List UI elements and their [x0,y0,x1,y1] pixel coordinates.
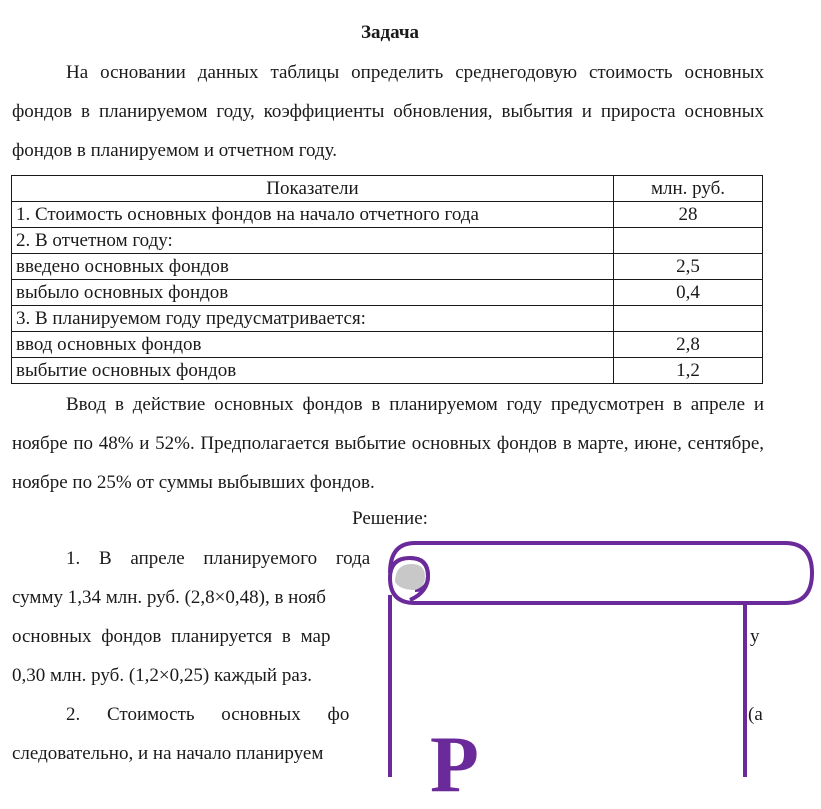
intro-paragraph: На основании данных таблицы определить среднегодовую стоимость основных фондов в планируемом году, коэффициенты обновления, выбытия и прироста основных фондов в планируемом и отчетном году. [12,62,764,161]
row-value: 2,5 [614,254,763,280]
data-table [11,175,763,384]
row-value: 28 [614,202,763,228]
table-row [12,332,763,358]
table-row [12,306,763,332]
row-label: 1. Стоимость основных фондов на начало отчетного года [12,202,614,228]
scroll-letter: Р [430,721,479,809]
row-value [614,228,763,254]
conditions-paragraph: Ввод в действие основных фондов в планируемом году предусмотрен в апреле и ноябре по 48% и 52%. Предполагается выбытие основных фондов в марте, июне, сентябре, ноябре по 25% от суммы выбывших фондов. [12,394,764,493]
solution-p1-line3: основных фондов планируется в мар [12,626,331,647]
row-label: 3. В планируемом году предусматривается: [12,306,614,332]
table-row [12,254,763,280]
header-units: млн. руб. [614,176,763,202]
solution-heading: Решение: [352,508,428,529]
solution-p1-line1: 1. В апреле планируемого года [66,548,371,569]
header-indicators: Показатели [12,176,614,202]
row-label: выбытие основных фондов [12,358,614,384]
row-label: 2. В отчетном году: [12,228,614,254]
solution-p2-line1: 2. Стоимость основных фо [66,704,350,725]
solution-p1-line4: 0,30 млн. руб. (1,2×0,25) каждый раз. [12,665,313,686]
document-title: Задача [360,22,420,43]
table-row [12,358,763,384]
row-value [614,306,763,332]
row-value: 2,8 [614,332,763,358]
row-label: выбыло основных фондов [12,280,614,306]
row-label: ввод основных фондов [12,332,614,358]
scroll-banner-overlay [380,540,821,809]
solution-p2-line1-tail: (а [748,704,763,725]
row-label: введено основных фондов [12,254,614,280]
table-row [12,280,763,306]
table-row [12,202,763,228]
solution-p2-line2: следовательно, и на начало планируем [12,743,324,764]
row-value: 0,4 [614,280,763,306]
solution-p1-line3-tail: у [750,626,760,647]
scroll-top-roll [390,543,812,603]
table-header-row [12,176,763,202]
row-value: 1,2 [614,358,763,384]
solution-p1-line2: сумму 1,34 млн. руб. (2,8×0,48), в нояб [12,587,326,608]
table-row [12,228,763,254]
